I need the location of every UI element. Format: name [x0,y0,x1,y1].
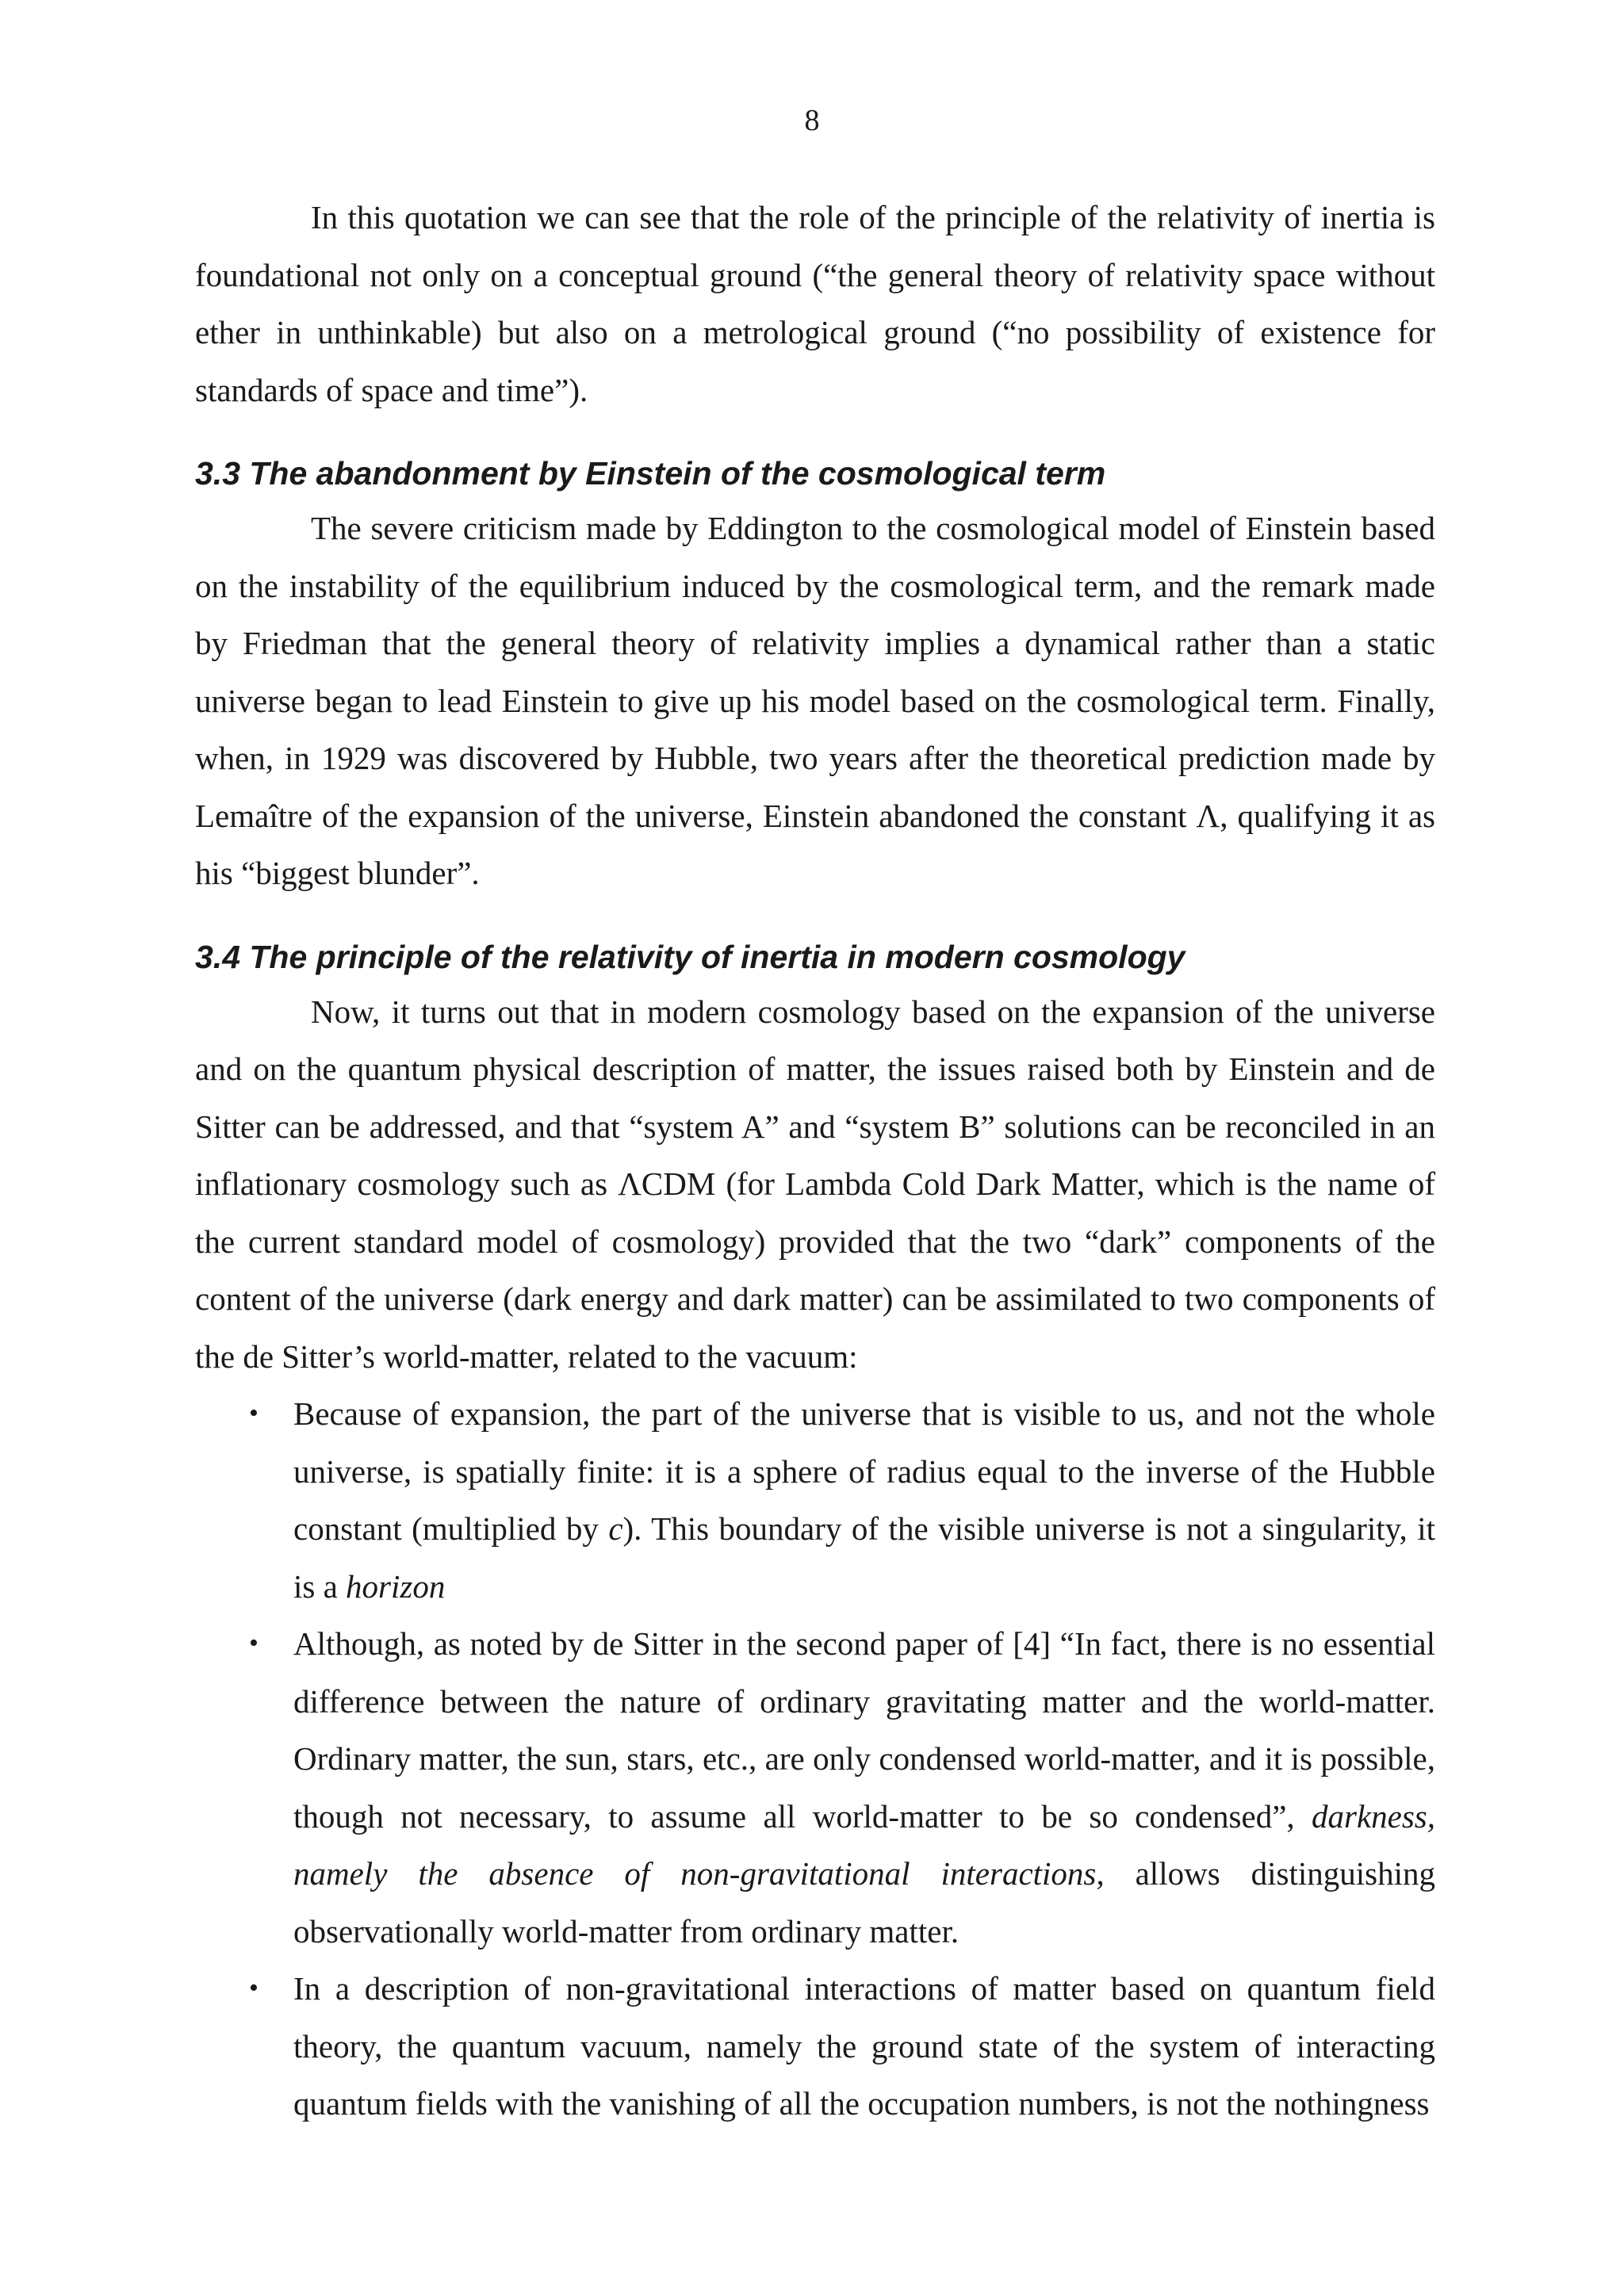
section-3-3-paragraph: The severe criticism made by Eddington to the cosmological model of Einstein based on the instability of the equilibrium induced by the cosmological term, and the remark made by Friedman that the general theory of relativity implies a dynamical rather than a static universe began to lead Einstein to give up his model based on the cosmological term. Finally, when, in 1929 was discovered by Hubble, two years after the theoretical prediction made by Lemaître of the expansion of the universe, Einstein abandoned the constant Λ, qualifying it as his “biggest blunder”. [195,510,1435,891]
bullet-icon: • [249,1973,259,2003]
bullet-1-text-b: ). This boundary of the visible universe is not a singularity, it is a [293,1510,1435,1605]
bullet-2-text-b: allows distinguishing observationally world-matter from ordinary matter. [293,1855,1435,1950]
intro-paragraph: In this quotation we can see that the role of the principle of the relativity of inertia is foundational not only on a conceptual ground (“the general theory of relativity space without ether in unthinkable) but also on a metrological ground (“no possibility of existence for standards of space and time”). [195,199,1435,408]
bullet-item-1 [195,1385,1435,1615]
section-3-4-paragraph: Now, it turns out that in modern cosmology based on the expansion of the universe and on the quantum physical description of matter, the issues raised both by Einstein and de Sitter can be addressed, and that “system A” and “system B” solutions can be reconciled in an inflationary cosmology such as ΛCDM (for Lambda Cold Dark Matter, which is the name of the current standard model of cosmology) provided that the two “dark” components of the content of the universe (dark energy and dark matter) can be assimilated to two components of the de Sitter’s world-matter, related to the vacuum: [195,993,1435,1375]
bullet-list [195,1385,1435,2133]
bullet-item-2 [195,1615,1435,1960]
bullet-1-italic-c: c [608,1510,623,1547]
section-3-4-heading: 3.4 The principle of the relativity of inertia in modern cosmology [195,938,1185,975]
bullet-3-text: In a description of non-gravitational interactions of matter based on quantum field theory, the quantum vacuum, namely the ground state of the system of interacting quantum fields with the vanishing of all the occupation numbers, is not the nothingness [293,1970,1435,2122]
page-body [195,189,1435,2133]
page-number: 8 [804,104,820,137]
bullet-item-3 [195,1960,1435,2133]
section-3-3-heading: 3.3 The abandonment by Einstein of the cosmological term [195,455,1106,492]
bullet-1-text-a: Because of expansion, the part of the universe that is visible to us, and not the whole universe, is spatially finite: it is a sphere of radius equal to the inverse of the Hubble constant (multiplied by [293,1395,1435,1547]
bullet-1-italic-horizon: horizon [346,1567,446,1605]
bullet-icon: • [249,1628,259,1658]
bullet-2-italic: darkness, namely the absence of non-gravitational interactions, [293,1797,1435,1892]
bullet-2-text-a: Although, as noted by de Sitter in the second paper of [4] “In fact, there is no essential difference between the nature of ordinary gravitating matter and the world-matter. Ordinary matter, the sun, stars, etc., are only condensed world-matter, and it is possible, though not necessary, to assume all world-matter to be so condensed”, [293,1625,1435,1835]
bullet-icon: • [249,1399,259,1428]
